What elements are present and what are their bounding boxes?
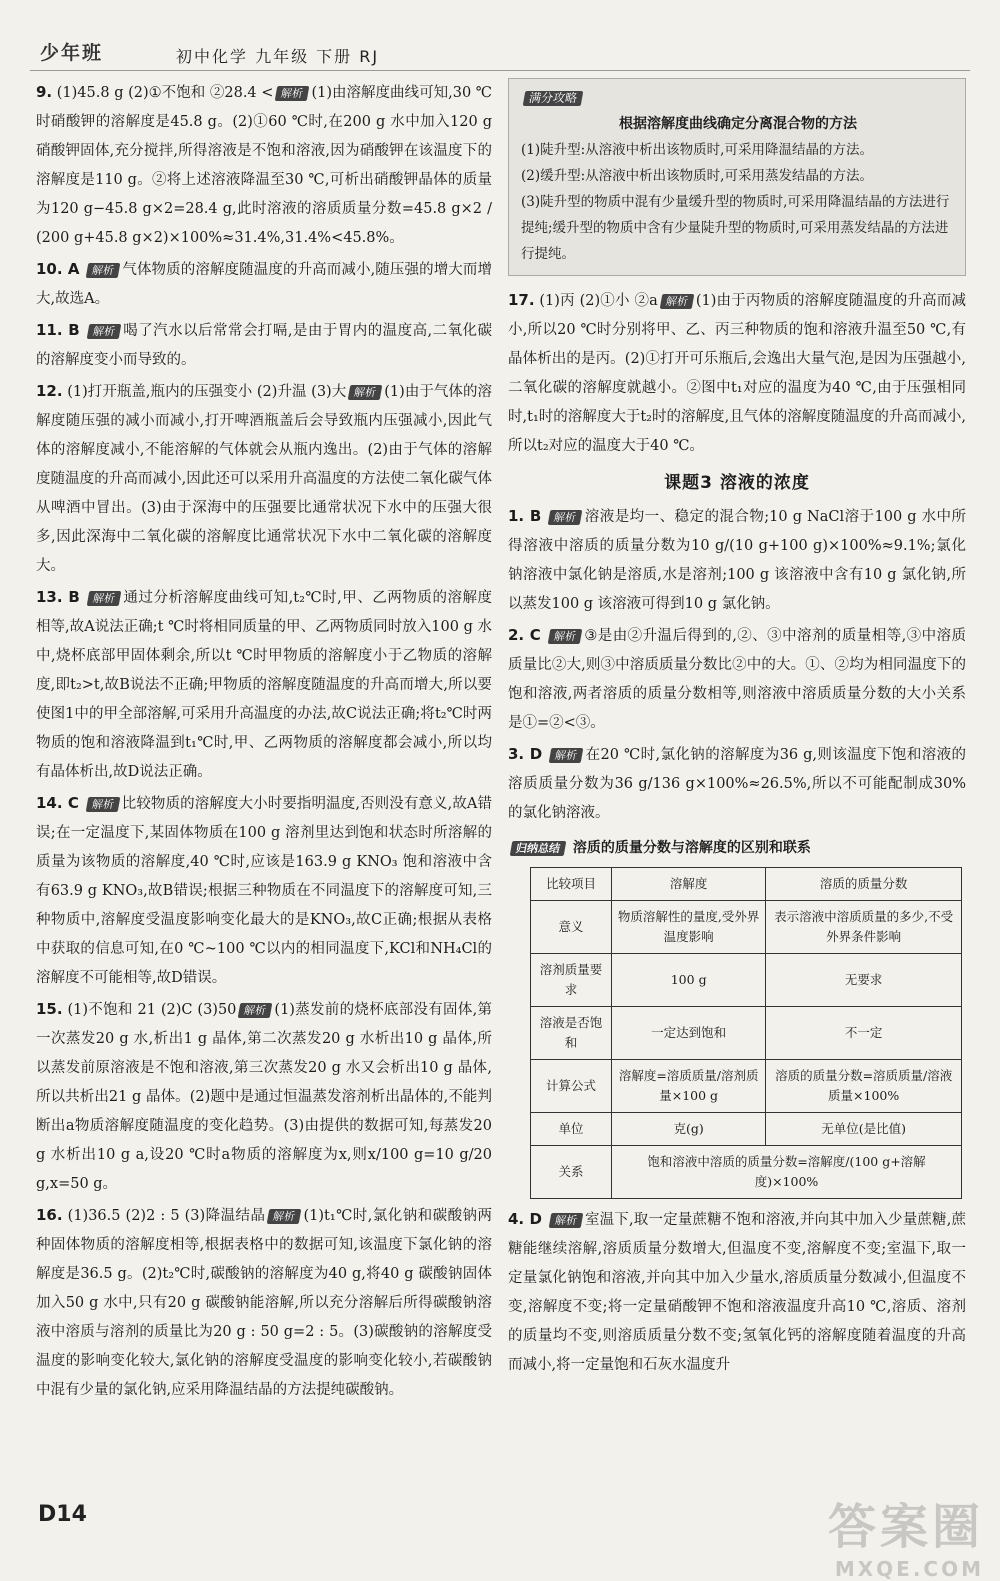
analysis-text: (1)由于气体的溶解度随压强的减小而减小,打开啤酒瓶盖后会导致瓶内压强减小,因此气体的溶解度减小,不能溶解的气体就会从瓶内逸出。(2)由于气体的溶解度随温度的升高而减小,因此还可以采用升高温度的方法使二氧化碳气体从啤酒中冒出。(3)由于深海中的压强要比通常状况下水中的压强大很多,因此深海中二氧化碳的溶解度比通常状况下水中二氧化碳的溶解度大。 bbox=[36, 384, 492, 574]
brand-logo: 少年班 bbox=[40, 42, 104, 64]
answer-list-right-b bbox=[508, 502, 966, 828]
table-row bbox=[531, 868, 962, 901]
table-cell: 无单位(是比值) bbox=[766, 1113, 962, 1146]
table-cell: 单位 bbox=[531, 1113, 612, 1146]
watermark bbox=[828, 1488, 984, 1581]
answer-text: (1)36.5 (2)2 : 5 (3)降温结晶 bbox=[67, 1208, 266, 1224]
answer-number: 10. A bbox=[36, 260, 80, 278]
table-cell: 表示溶液中溶质质量的多少,不受外界条件影响 bbox=[766, 901, 962, 954]
answer-list-right-a bbox=[508, 286, 966, 461]
table-cell: 比较项目 bbox=[531, 868, 612, 901]
watermark-logo: 答案圈 bbox=[827, 1499, 984, 1555]
analysis-tag: 解析 bbox=[549, 748, 584, 763]
answer-text: (1)45.8 g (2)①不饱和 ②28.4 < bbox=[56, 85, 274, 101]
answer-number: 11. B bbox=[36, 321, 80, 339]
analysis-text: 喝了汽水以后常常会打嗝,是由于胃内的温度高,二氧化碳的溶解度变小而导致的。 bbox=[36, 323, 493, 368]
table-cell: 溶解度=溶质质量/溶剂质量×100 g bbox=[612, 1060, 766, 1113]
analysis-text: (1)由溶解度曲线可知,30 ℃时硝酸钾的溶解度是45.8 g。(2)①60 ℃时,在200 g 水中加入120 g 硝酸钾固体,充分搅拌,所得溶液是不饱和溶液,因为硝酸钾在该温度下的溶解度是110 g。②将上述溶液降温至30 ℃,可析出硝酸钾晶体的质量为120 g−45.8 g×2=28.4 g,此时溶液的溶质质量分数=45.8 g×2 / (200 g+45.8 g×2)×100%≈31.4%,31.4%<45.8%。 bbox=[36, 85, 493, 246]
answer-item bbox=[36, 316, 492, 375]
answer-number: 1. B bbox=[508, 507, 542, 525]
analysis-tag: 解析 bbox=[87, 591, 122, 606]
page-header bbox=[0, 0, 1000, 66]
summary-tag: 归纳总结 bbox=[510, 841, 567, 856]
table-cell: 无要求 bbox=[766, 954, 962, 1007]
analysis-text: 室温下,取一定量蔗糖不饱和溶液,并向其中加入少量蔗糖,蔗糖能继续溶解,溶质质量分数增大,但温度不变,溶解度不变;室温下,取一定量氯化钠饱和溶液,并向其中加入少量水,溶质质量分数减小,但温度不变,溶解度不变;将一定量硝酸钾不饱和溶液温度升高10 ℃,溶质、溶剂的质量均不变,则溶质质量分数不变;氢氧化钙的溶解度随着温度的升高而减小,将一定量饱和石灰水温度升 bbox=[508, 1212, 967, 1373]
answer-number: 4. D bbox=[508, 1210, 542, 1228]
table-cell: 100 g bbox=[612, 954, 766, 1007]
analysis-tag: 解析 bbox=[275, 86, 310, 101]
table-cell: 关系 bbox=[531, 1146, 612, 1199]
tip-tag: 满分攻略 bbox=[523, 91, 584, 106]
tip-line: (1)陡升型:从溶液中析出该物质时,可采用降温结晶的方法。 bbox=[521, 142, 873, 158]
tip-box bbox=[508, 78, 966, 276]
answer-item bbox=[508, 502, 966, 619]
page-number: D14 bbox=[38, 1502, 87, 1527]
analysis-tag: 解析 bbox=[548, 510, 583, 525]
table-cell: 溶质的质量分数 bbox=[766, 868, 962, 901]
answer-item bbox=[36, 583, 492, 787]
header-divider bbox=[30, 70, 970, 71]
answer-item bbox=[36, 255, 492, 314]
analysis-tag: 解析 bbox=[86, 324, 121, 339]
summary-header bbox=[508, 834, 966, 863]
answer-text: (1)丙 (2)①小 ②a bbox=[539, 293, 658, 309]
answer-item bbox=[36, 377, 492, 581]
answer-item bbox=[508, 621, 966, 738]
analysis-text: 溶液是均一、稳定的混合物;10 g NaCl溶于100 g 水中所得溶液中溶质的质量分数为10 g/(10 g+100 g)×100%≈9.1%;氯化钠溶液中氯化钠是溶质,水是溶剂;100 g 该溶液中含有10 g 氯化钠,所以蒸发100 g 该溶液可得到10 g 氯化钠。 bbox=[508, 509, 967, 612]
answer-number: 17. bbox=[508, 291, 535, 309]
table-row bbox=[531, 901, 962, 954]
analysis-text: (1)蒸发前的烧杯底部没有固体,第一次蒸发20 g 水,析出1 g 晶体,第二次蒸发20 g 水析出10 g 晶体,所以蒸发前原溶液是不饱和溶液,第三次蒸发20 g 水又会析出10 g 晶体,所以共析出21 g 晶体。(2)题中是通过恒温蒸发溶剂析出晶体的,不能判断出a物质溶解度随温度的变化趋势。(3)由提供的数据可知,每蒸发20 g 水析出10 g a,设20 ℃时a物质的溶解度为x,则x/100 g=10 g/20 g,x=50 g。 bbox=[36, 1002, 493, 1192]
answer-item bbox=[508, 286, 966, 461]
table-row bbox=[531, 1007, 962, 1060]
analysis-tag: 解析 bbox=[548, 1213, 583, 1228]
table-row bbox=[531, 954, 962, 1007]
answer-item bbox=[36, 995, 492, 1199]
answer-item bbox=[36, 78, 492, 253]
table-cell: 物质溶解性的量度,受外界温度影响 bbox=[612, 901, 766, 954]
answer-number: 13. B bbox=[36, 588, 80, 606]
answer-item bbox=[508, 740, 966, 828]
analysis-tag: 解析 bbox=[348, 385, 383, 400]
section-title: 课题3 溶液的浓度 bbox=[664, 473, 810, 493]
answer-item bbox=[36, 1201, 492, 1405]
table-cell: 意义 bbox=[531, 901, 612, 954]
table-cell: 溶质的质量分数=溶质质量/溶液质量×100% bbox=[766, 1060, 962, 1113]
tip-title: 根据溶解度曲线确定分离混合物的方法 bbox=[619, 116, 857, 132]
table-cell: 不一定 bbox=[766, 1007, 962, 1060]
table-cell: 克(g) bbox=[612, 1113, 766, 1146]
answer-item bbox=[508, 1205, 966, 1380]
analysis-tag: 解析 bbox=[86, 263, 121, 278]
table-cell: 溶解度 bbox=[612, 868, 766, 901]
answer-number: 15. bbox=[36, 1000, 63, 1018]
tip-line: (3)陡升型的物质中混有少量缓升型的物质时,可采用降温结晶的方法进行提纯;缓升型的物质中含有少量陡升型的物质时,可采用蒸发结晶的方法进行提纯。 bbox=[521, 194, 950, 262]
analysis-tag: 解析 bbox=[238, 1003, 273, 1018]
comparison-table bbox=[530, 867, 962, 1199]
left-column bbox=[36, 78, 492, 1407]
table-row bbox=[531, 1146, 962, 1199]
analysis-tag: 解析 bbox=[267, 1209, 302, 1224]
table-row bbox=[531, 1113, 962, 1146]
answer-list-right-c bbox=[508, 1205, 966, 1380]
watermark-url: MXQE.COM bbox=[834, 1557, 984, 1581]
analysis-text: (1)t₁℃时,氯化钠和碳酸钠两种固体物质的溶解度相等,根据表格中的数据可知,该温度下氯化钠的溶解度是36.5 g。(2)t₂℃时,碳酸钠的溶解度为40 g,将40 g 碳酸钠固体加入50 g 水中,只有20 g 碳酸钠能溶解,所以充分溶解后所得碳酸钠溶液中溶质与溶剂的质量比为20 g : 50 g=2 : 5。(3)碳酸钠的溶解度受温度的影响变化较大,氯化钠的溶解度受温度的影响变化较小,若碳酸钠中混有少量的氯化钠,应采用降温结晶的方法提纯碳酸钠。 bbox=[36, 1208, 492, 1398]
answer-item bbox=[36, 789, 492, 993]
answer-list-left bbox=[36, 78, 492, 1405]
answer-number: 14. C bbox=[36, 794, 79, 812]
summary-title: 溶质的质量分数与溶解度的区别和联系 bbox=[572, 840, 811, 856]
table-cell: 溶剂质量要求 bbox=[531, 954, 612, 1007]
table-cell: 计算公式 bbox=[531, 1060, 612, 1113]
analysis-text: 气体物质的溶解度随温度的升高而减小,随压强的增大而增大,故选A。 bbox=[36, 262, 493, 307]
analysis-text: 在20 ℃时,氯化钠的溶解度为36 g,则该温度下饱和溶液的溶质质量分数为36 g/136 g×100%≈26.5%,所以不可能配制成30%的氯化钠溶液。 bbox=[508, 747, 967, 821]
analysis-text: (1)由于丙物质的溶解度随温度的升高而减小,所以20 ℃时分别将甲、乙、丙三种物质的饱和溶液升温至50 ℃,有晶体析出的是丙。(2)①打开可乐瓶后,会逸出大量气泡,是因为压强越小,二氧化碳的溶解度就越小。②图中t₁对应的温度为40 ℃,由于压强相同时,t₁时的溶解度大于t₂时的溶解度,且气体的溶解度随温度的升高而减小,所以t₂对应的温度大于40 ℃。 bbox=[508, 293, 966, 454]
answer-number: 12. bbox=[36, 382, 63, 400]
table-row bbox=[531, 1060, 962, 1113]
table-cell: 饱和溶液中溶质的质量分数=溶解度/(100 g+溶解度)×100% bbox=[612, 1146, 962, 1199]
right-column bbox=[508, 78, 966, 1382]
analysis-text: 比较物质的溶解度大小时要指明温度,否则没有意义,故A错误;在一定温度下,某固体物质在100 g 溶剂里达到饱和状态时所溶解的质量为该物质的溶解度,40 ℃时,应该是163.9 g KNO₃ 饱和溶液中含有63.9 g KNO₃,故B错误;根据三种物质在不同温度下的溶解度可知,三种物质中,溶解度受温度影响变化最大的是KNO₃,故C正确;根据从表格中获取的信息可知,在0 ℃~100 ℃以内的相同温度下,KCl和NH₄Cl的溶解度不可能相等,故D错误。 bbox=[36, 796, 493, 986]
analysis-tag: 解析 bbox=[659, 294, 694, 309]
answer-number: 9. bbox=[36, 83, 53, 101]
header-title: 初中化学 九年级 下册 RJ bbox=[176, 47, 380, 66]
analysis-text: ③是由②升温后得到的,②、③中溶剂的质量相等,③中溶质质量比②大,则③中溶质质量分数比②中的大。①、②均为相同温度下的饱和溶液,两者溶质的质量分数相等,则溶液中溶质质量分数的大小关系是①=②<③。 bbox=[508, 628, 967, 731]
answer-number: 16. bbox=[36, 1206, 63, 1224]
answer-number: 3. D bbox=[508, 745, 543, 763]
analysis-tag: 解析 bbox=[548, 629, 583, 644]
table-cell: 溶液是否饱和 bbox=[531, 1007, 612, 1060]
answer-number: 2. C bbox=[508, 626, 541, 644]
tip-line: (2)缓升型:从溶液中析出该物质时,可采用蒸发结晶的方法。 bbox=[521, 168, 873, 184]
answer-text: (1)打开瓶盖,瓶内的压强变小 (2)升温 (3)大 bbox=[67, 384, 347, 400]
analysis-tag: 解析 bbox=[85, 797, 120, 812]
table-cell: 一定达到饱和 bbox=[612, 1007, 766, 1060]
answer-text: (1)不饱和 21 (2)C (3)50 bbox=[67, 1002, 237, 1018]
analysis-text: 通过分析溶解度曲线可知,t₂℃时,甲、乙两物质的溶解度相等,故A说法正确;t ℃时将相同质量的甲、乙两物质同时放入100 g 水中,烧杯底部甲固体剩余,所以t ℃时甲物质的溶解度小于乙物质的溶解度,即t₂>t,故B说法不正确;甲物质的溶解度随温度的升高而增大,所以要使图1中的甲全部溶解,可采用升高温度的办法,故C说法正确;将t₂℃时两物质的饱和溶液降温到t₁℃时,甲、乙两物质的溶解度都会减小,所以均有晶体析出,故D说法正确。 bbox=[36, 590, 493, 780]
